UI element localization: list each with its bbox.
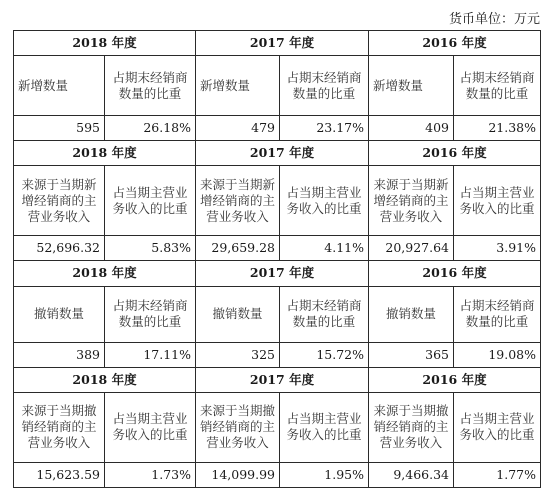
year-header: 2016 年度 <box>369 141 541 166</box>
value-cell: 21.38% <box>454 116 541 141</box>
year-header: 2018 年度 <box>14 141 196 166</box>
col-label: 新增数量 <box>369 56 454 116</box>
col-label: 占当期主营业务收入的比重 <box>454 392 541 462</box>
col-label: 占当期主营业务收入的比重 <box>454 166 541 236</box>
col-label: 撤销数量 <box>196 286 280 342</box>
value-cell: 52,696.32 <box>14 236 105 261</box>
value-cell: 26.18% <box>105 116 196 141</box>
value-cell: 409 <box>369 116 454 141</box>
value-cell: 23.17% <box>280 116 369 141</box>
col-label: 占当期主营业务收入的比重 <box>105 392 196 462</box>
year-header: 2018 年度 <box>14 367 196 392</box>
value-cell: 5.83% <box>105 236 196 261</box>
section-3-value-row <box>14 342 541 367</box>
section-4-year-row <box>14 367 541 392</box>
year-header: 2016 年度 <box>369 367 541 392</box>
section-2-value-row <box>14 236 541 261</box>
value-cell: 1.77% <box>454 462 541 487</box>
value-cell: 365 <box>369 342 454 367</box>
year-header: 2018 年度 <box>14 261 196 286</box>
section-4-value-row <box>14 462 541 487</box>
value-cell: 389 <box>14 342 105 367</box>
year-header: 2016 年度 <box>369 31 541 56</box>
col-label: 新增数量 <box>14 56 105 116</box>
col-label: 占期末经销商数量的比重 <box>280 286 369 342</box>
value-cell: 19.08% <box>454 342 541 367</box>
year-header: 2017 年度 <box>196 261 369 286</box>
col-label: 来源于当期新增经销商的主营业务收入 <box>14 166 105 236</box>
value-cell: 479 <box>196 116 280 141</box>
dealer-statistics-table <box>13 30 541 488</box>
col-label: 占期末经销商数量的比重 <box>105 286 196 342</box>
col-label: 占期末经销商数量的比重 <box>454 56 541 116</box>
section-2-year-row <box>14 141 541 166</box>
year-header: 2018 年度 <box>14 31 196 56</box>
col-label: 占当期主营业务收入的比重 <box>105 166 196 236</box>
col-label: 来源于当期撤销经销商的主营业务收入 <box>196 392 280 462</box>
section-2-label-row <box>14 166 541 236</box>
col-label: 来源于当期撤销经销商的主营业务收入 <box>14 392 105 462</box>
value-cell: 17.11% <box>105 342 196 367</box>
section-3-year-row <box>14 261 541 286</box>
value-cell: 1.73% <box>105 462 196 487</box>
value-cell: 1.95% <box>280 462 369 487</box>
value-cell: 9,466.34 <box>369 462 454 487</box>
value-cell: 595 <box>14 116 105 141</box>
year-header: 2017 年度 <box>196 31 369 56</box>
currency-unit-label: 货币单位：万元 <box>448 12 540 27</box>
value-cell: 15,623.59 <box>14 462 105 487</box>
col-label: 占当期主营业务收入的比重 <box>280 166 369 236</box>
col-label: 占期末经销商数量的比重 <box>280 56 369 116</box>
col-label: 占期末经销商数量的比重 <box>454 286 541 342</box>
value-cell: 15.72% <box>280 342 369 367</box>
section-4-label-row <box>14 392 541 462</box>
value-cell: 325 <box>196 342 280 367</box>
section-1-label-row <box>14 56 541 116</box>
col-label: 来源于当期新增经销商的主营业务收入 <box>369 166 454 236</box>
value-cell: 14,099.99 <box>196 462 280 487</box>
year-header: 2017 年度 <box>196 141 369 166</box>
col-label: 撤销数量 <box>14 286 105 342</box>
value-cell: 4.11% <box>280 236 369 261</box>
section-1-year-row <box>14 31 541 56</box>
col-label: 新增数量 <box>196 56 280 116</box>
section-3-label-row <box>14 286 541 342</box>
col-label: 撤销数量 <box>369 286 454 342</box>
col-label: 占期末经销商数量的比重 <box>105 56 196 116</box>
section-1-value-row <box>14 116 541 141</box>
value-cell: 20,927.64 <box>369 236 454 261</box>
year-header: 2017 年度 <box>196 367 369 392</box>
value-cell: 3.91% <box>454 236 541 261</box>
col-label: 占当期主营业务收入的比重 <box>280 392 369 462</box>
year-header: 2016 年度 <box>369 261 541 286</box>
col-label: 来源于当期撤销经销商的主营业务收入 <box>369 392 454 462</box>
col-label: 来源于当期新增经销商的主营业务收入 <box>196 166 280 236</box>
value-cell: 29,659.28 <box>196 236 280 261</box>
